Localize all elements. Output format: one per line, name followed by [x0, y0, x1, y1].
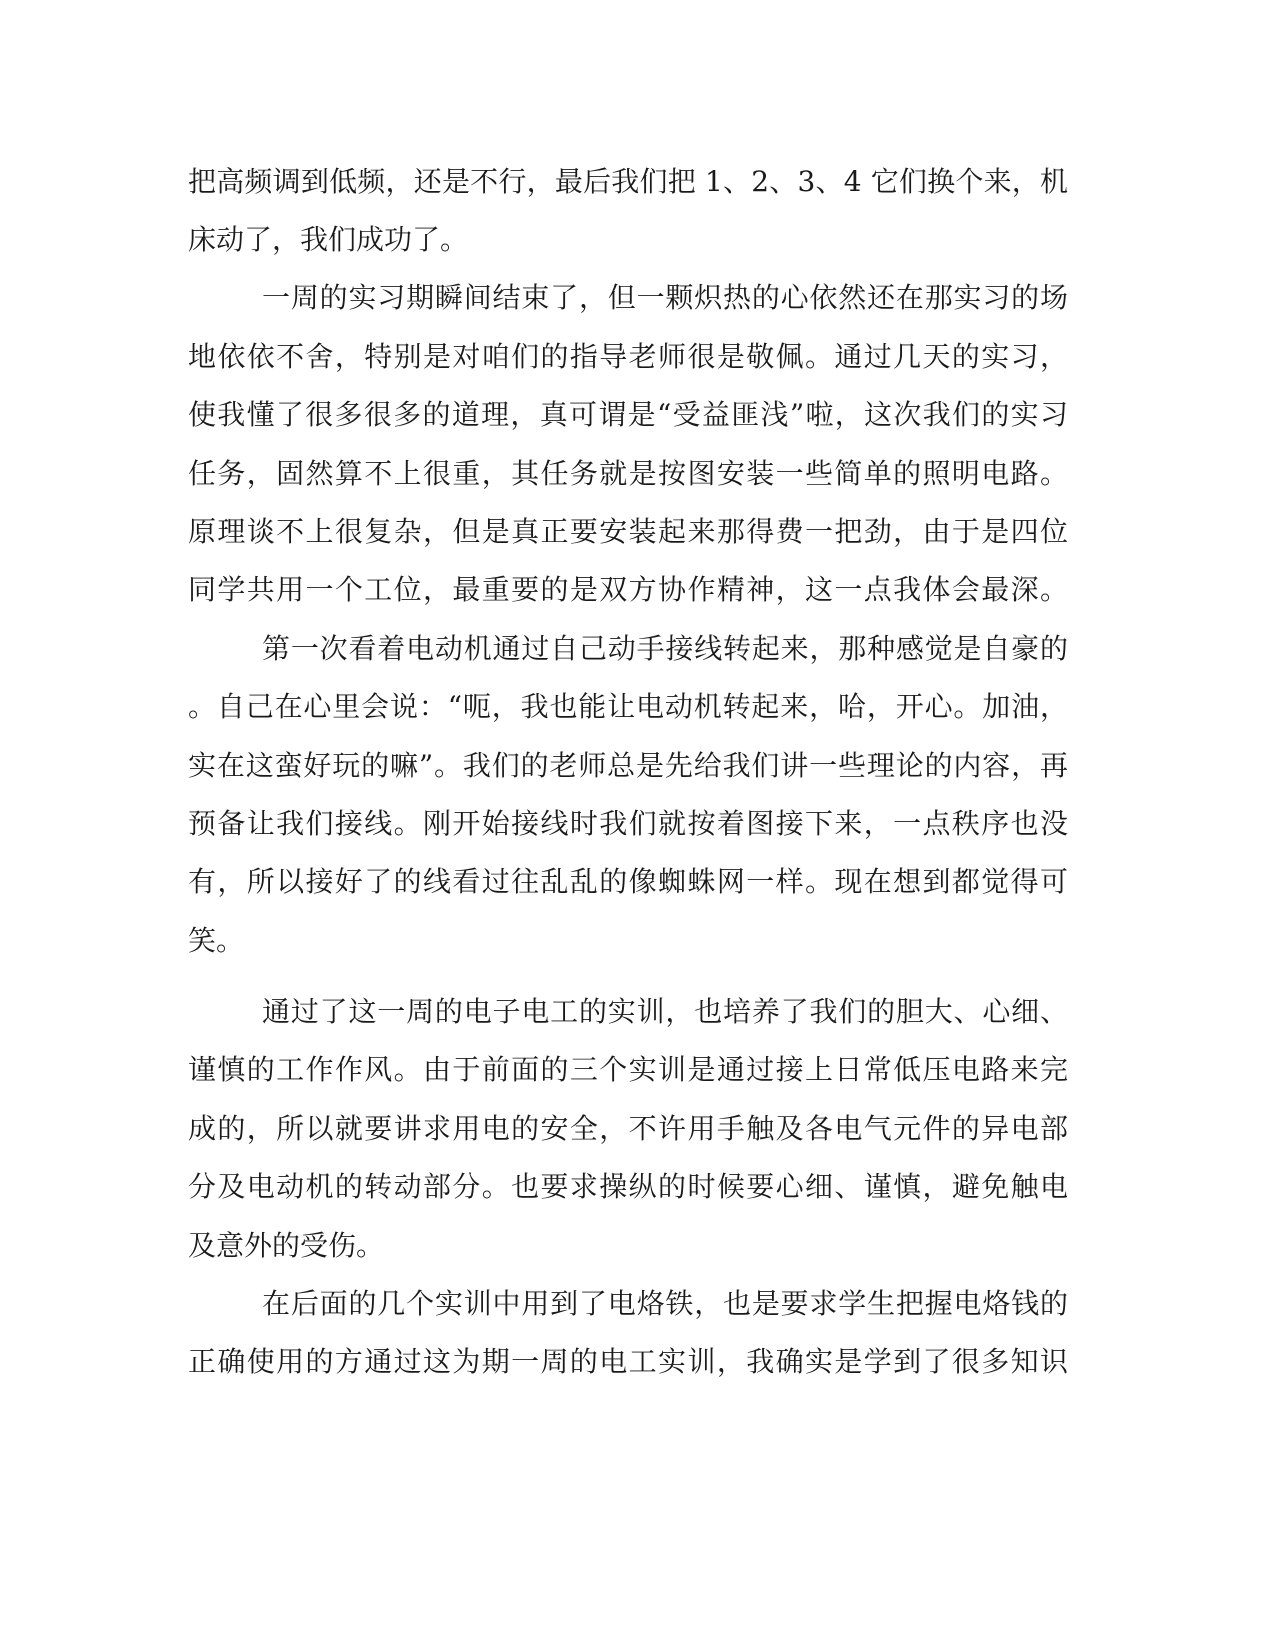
- text-line-content: 有，所以接好了的线看过往乱乱的像蜘蛛网一样。现在想到都觉得可: [188, 865, 1068, 898]
- text-line-content: 成的，所以就要讲求用电的安全，不许用手触及各电气元件的异电部: [188, 1112, 1068, 1145]
- text-line: [0, 1226, 1275, 1266]
- text-line: [0, 687, 1275, 727]
- text-line-content: 把高频调到低频，还是不行，最后我们把 1、2、3、4 它们换个来，机: [188, 165, 1068, 198]
- text-line-content: 。自己在心里会说：“呃，我也能让电动机转起来，哈，开心。加油，: [188, 690, 1068, 723]
- text-line: [0, 220, 1275, 260]
- text-line: [0, 921, 1275, 961]
- text-line: [0, 862, 1275, 902]
- text-line-content: 实在这蛮好玩的嘛”。我们的老师总是先给我们讲一些理论的内容，再: [188, 749, 1068, 782]
- text-line-content: 预备让我们接线。刚开始接线时我们就按着图接下来，一点秩序也没: [188, 807, 1068, 840]
- text-line: [0, 512, 1275, 552]
- text-line-content: 正确使用的方通过这为期一周的电工实训，我确实是学到了很多知识: [188, 1345, 1068, 1378]
- text-line-content: 谨慎的工作作风。由于前面的三个实训是通过接上日常低压电路来完: [188, 1053, 1068, 1086]
- text-line-content: 地依依不舍，特别是对咱们的指导老师很是敬佩。通过几天的实习，: [188, 340, 1068, 373]
- text-line: [0, 454, 1275, 494]
- text-line-content: 使我懂了很多很多的道理，真可谓是“受益匪浅”啦，这次我们的实习: [188, 398, 1068, 431]
- text-line-content: 在后面的几个实训中用到了电烙铁，也是要求学生把握电烙钱的: [262, 1287, 1068, 1320]
- text-line: [0, 746, 1275, 786]
- text-line-content: 分及电动机的转动部分。也要求操纵的时候要心细、谨慎，避免触电: [188, 1170, 1068, 1203]
- text-line: [0, 1050, 1275, 1090]
- text-line-content: 及意外的受伤。: [188, 1229, 385, 1262]
- text-line-content: 一周的实习期瞬间结束了，但一颗炽热的心依然还在那实习的场: [262, 281, 1068, 314]
- text-line-content: 笑。: [188, 924, 245, 957]
- text-line: [0, 1167, 1275, 1207]
- text-line: [0, 162, 1275, 202]
- text-line: [0, 1109, 1275, 1149]
- text-line-content: 床动了，我们成功了。: [188, 223, 469, 256]
- text-line-content: 第一次看着电动机通过自己动手接线转起来，那种感觉是自豪的: [262, 632, 1068, 665]
- paragraph-first-line: [0, 992, 1275, 1032]
- text-line: [0, 1342, 1275, 1382]
- text-line: [0, 337, 1275, 377]
- text-line-content: 原理谈不上很复杂，但是真正要安装起来那得费一把劲，由于是四位: [188, 515, 1068, 548]
- text-line: [0, 570, 1275, 610]
- paragraph-first-line: [0, 629, 1275, 669]
- text-line-content: 通过了这一周的电子电工的实训，也培养了我们的胆大、心细、: [262, 995, 1068, 1028]
- text-line-content: 同学共用一个工位，最重要的是双方协作精神，这一点我体会最深。: [188, 573, 1068, 606]
- text-line: [0, 395, 1275, 435]
- paragraph-first-line: [0, 278, 1275, 318]
- text-line: [0, 804, 1275, 844]
- text-line-content: 任务，固然算不上很重，其任务就是按图安装一些简单的照明电路。: [188, 457, 1068, 490]
- paragraph-first-line: [0, 1284, 1275, 1324]
